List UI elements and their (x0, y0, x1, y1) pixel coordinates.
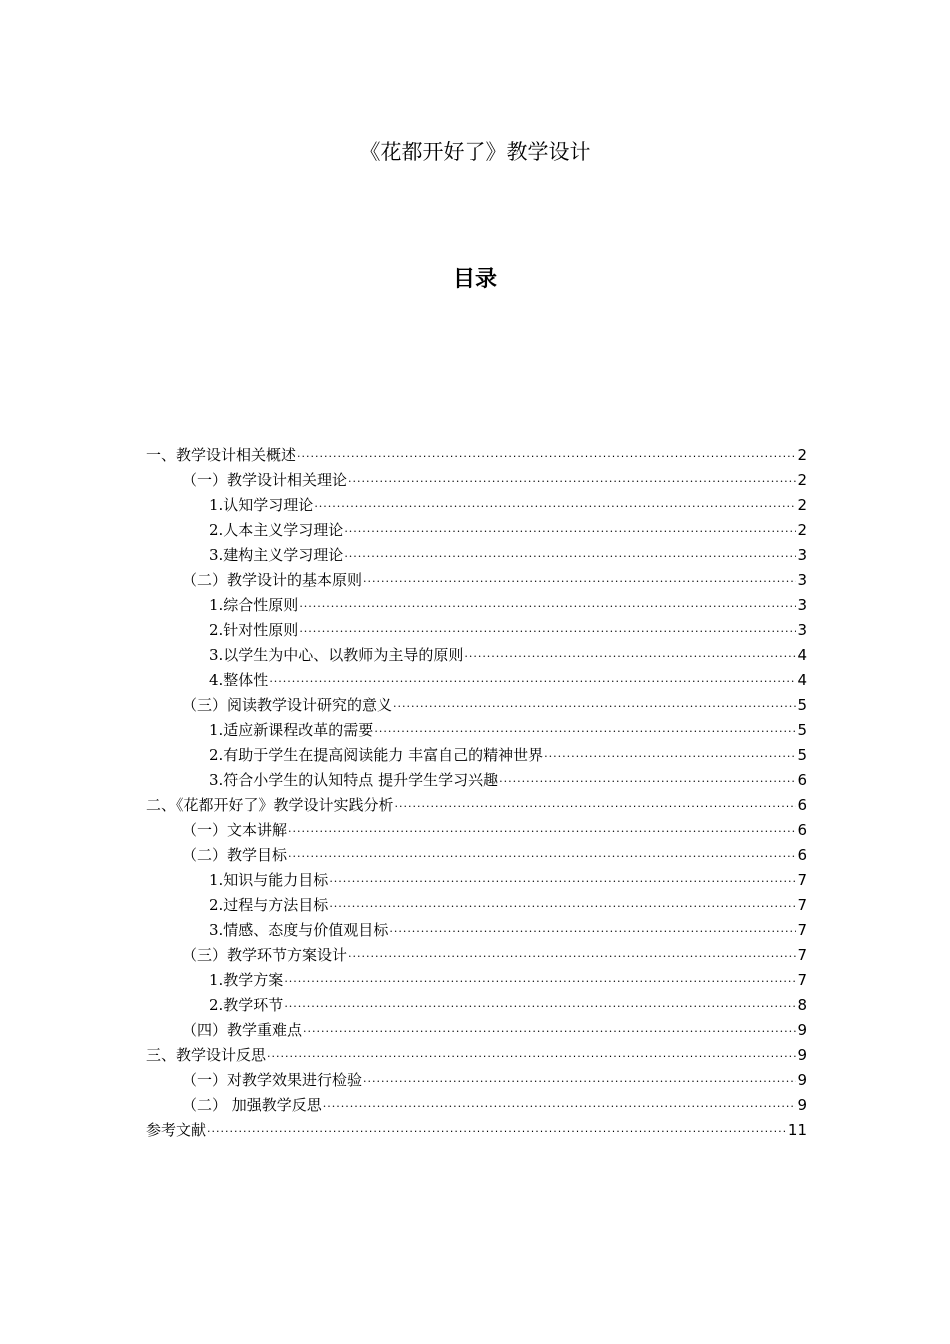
toc-page-number: 8 (797, 995, 807, 1014)
toc-entry[interactable] (146, 1017, 807, 1042)
toc-dot-leader (344, 522, 796, 536)
toc-page-number: 7 (797, 895, 807, 914)
toc-entry-title: （一）文本讲解 (182, 821, 288, 839)
toc-dot-leader (348, 472, 796, 486)
toc-page-number: 4 (797, 645, 807, 664)
toc-page-number: 5 (797, 720, 807, 739)
toc-entry[interactable] (146, 517, 807, 542)
toc-dot-leader (269, 672, 796, 686)
toc-dot-leader (499, 772, 796, 786)
toc-page-number: 7 (797, 920, 807, 939)
toc-entry-title: （二）教学设计的基本原则 (182, 571, 363, 589)
toc-entry[interactable] (146, 1092, 807, 1117)
toc-entry-title: 1.适应新课程改革的需要 (209, 721, 374, 739)
toc-entry-title: 3.符合小学生的认知特点 提升学生学习兴趣 (209, 771, 499, 789)
toc-page-number: 3 (797, 570, 807, 589)
toc-page-number: 6 (797, 820, 807, 839)
toc-entry[interactable] (146, 892, 807, 917)
toc-page-number: 6 (797, 795, 807, 814)
toc-entry-title: （四）教学重难点 (182, 1021, 303, 1039)
toc-page-number: 7 (797, 945, 807, 964)
toc-entry[interactable] (146, 492, 807, 517)
toc-entry[interactable] (146, 867, 807, 892)
toc-entry-title: 一、教学设计相关概述 (146, 446, 297, 464)
toc-page-number: 5 (797, 745, 807, 764)
toc-entry[interactable] (146, 617, 807, 642)
toc-page-number: 6 (797, 845, 807, 864)
table-of-contents (146, 442, 807, 1142)
toc-page-number: 2 (797, 495, 807, 514)
toc-dot-leader (284, 972, 796, 986)
toc-entry[interactable] (146, 717, 807, 742)
toc-page-number: 3 (797, 595, 807, 614)
toc-entry[interactable] (146, 767, 807, 792)
toc-dot-leader (464, 647, 796, 661)
toc-dot-leader (284, 997, 796, 1011)
toc-entry-title: 3.情感、态度与价值观目标 (209, 921, 389, 939)
toc-entry-title: （二） 加强教学反思 (182, 1096, 322, 1114)
toc-dot-leader (329, 897, 796, 911)
toc-entry[interactable] (146, 567, 807, 592)
toc-dot-leader (363, 1072, 796, 1086)
toc-dot-leader (329, 872, 796, 886)
toc-entry-title: 1.教学方案 (209, 971, 284, 989)
toc-entry-title: 2.过程与方法目标 (209, 896, 329, 914)
toc-entry-title: 1.综合性原则 (209, 596, 299, 614)
toc-dot-leader (297, 447, 796, 461)
toc-page-number: 9 (797, 1020, 807, 1039)
toc-entry[interactable] (146, 442, 807, 467)
toc-dot-leader (299, 597, 796, 611)
toc-page-number: 2 (797, 470, 807, 489)
toc-entry[interactable] (146, 667, 807, 692)
toc-dot-leader (314, 497, 796, 511)
toc-page-number: 9 (797, 1095, 807, 1114)
toc-dot-leader (267, 1047, 796, 1061)
toc-page-number: 6 (797, 770, 807, 789)
toc-entry[interactable] (146, 642, 807, 667)
toc-entry-title: 4.整体性 (209, 671, 269, 689)
toc-dot-leader (395, 797, 796, 811)
toc-heading: 目录 (452, 267, 497, 292)
toc-dot-leader (374, 722, 796, 736)
toc-entry-title: 三、教学设计反思 (146, 1046, 267, 1064)
toc-dot-leader (389, 922, 796, 936)
toc-entry[interactable] (146, 967, 807, 992)
toc-entry-title: 1.认知学习理论 (209, 496, 314, 514)
toc-entry-title: 3.以学生为中心、以教师为主导的原则 (209, 646, 464, 664)
toc-dot-leader (348, 947, 796, 961)
toc-entry-title: （三）阅读教学设计研究的意义 (182, 696, 393, 714)
toc-entry-title: （三）教学环节方案设计 (182, 946, 348, 964)
toc-entry-title: 2.有助于学生在提高阅读能力 丰富自己的精神世界 (209, 746, 544, 764)
toc-page-number: 4 (797, 670, 807, 689)
toc-entry-title: 3.建构主义学习理论 (209, 546, 344, 564)
toc-entry-title: 二、《花都开好了》教学设计实践分析 (146, 796, 394, 814)
toc-dot-leader (288, 822, 796, 836)
toc-page-number: 7 (797, 870, 807, 889)
toc-entry[interactable] (146, 792, 807, 817)
toc-entry[interactable] (146, 742, 807, 767)
toc-page-number: 2 (797, 520, 807, 539)
toc-dot-leader (393, 697, 796, 711)
toc-entry-title: 2.针对性原则 (209, 621, 299, 639)
toc-page-number: 3 (797, 620, 807, 639)
toc-entry-title: 参考文献 (146, 1121, 207, 1139)
toc-page-number: 9 (797, 1045, 807, 1064)
toc-dot-leader (207, 1122, 787, 1136)
toc-entry[interactable] (146, 542, 807, 567)
toc-dot-leader (344, 547, 796, 561)
toc-page-number: 7 (797, 970, 807, 989)
toc-dot-leader (363, 572, 796, 586)
toc-entry-title: （二）教学目标 (182, 846, 288, 864)
toc-page-number: 9 (797, 1070, 807, 1089)
toc-entry-title: 2.人本主义学习理论 (209, 521, 344, 539)
toc-entry[interactable] (146, 992, 807, 1017)
toc-entry[interactable] (146, 692, 807, 717)
toc-dot-leader (544, 747, 796, 761)
toc-entry[interactable] (146, 592, 807, 617)
toc-page-number: 3 (797, 545, 807, 564)
toc-entry[interactable] (146, 1042, 807, 1067)
toc-entry[interactable] (146, 1067, 807, 1092)
toc-dot-leader (299, 622, 796, 636)
toc-page-number: 2 (797, 445, 807, 464)
toc-entry[interactable] (146, 467, 807, 492)
toc-dot-leader (323, 1097, 796, 1111)
toc-entry[interactable] (146, 1117, 807, 1142)
toc-dot-leader (288, 847, 796, 861)
toc-entry-title: （一）对教学效果进行检验 (182, 1071, 363, 1089)
toc-entry-title: （一）教学设计相关理论 (182, 471, 348, 489)
toc-page-number: 11 (787, 1120, 807, 1139)
toc-entry[interactable] (146, 817, 807, 842)
toc-entry[interactable] (146, 917, 807, 942)
toc-entry-title: 2.教学环节 (209, 996, 284, 1014)
toc-entry[interactable] (146, 842, 807, 867)
toc-entry-title: 1.知识与能力目标 (209, 871, 329, 889)
document-title: 《花都开好了》教学设计 (359, 140, 591, 164)
toc-entry[interactable] (146, 942, 807, 967)
toc-page-number: 5 (797, 695, 807, 714)
toc-dot-leader (303, 1022, 796, 1036)
